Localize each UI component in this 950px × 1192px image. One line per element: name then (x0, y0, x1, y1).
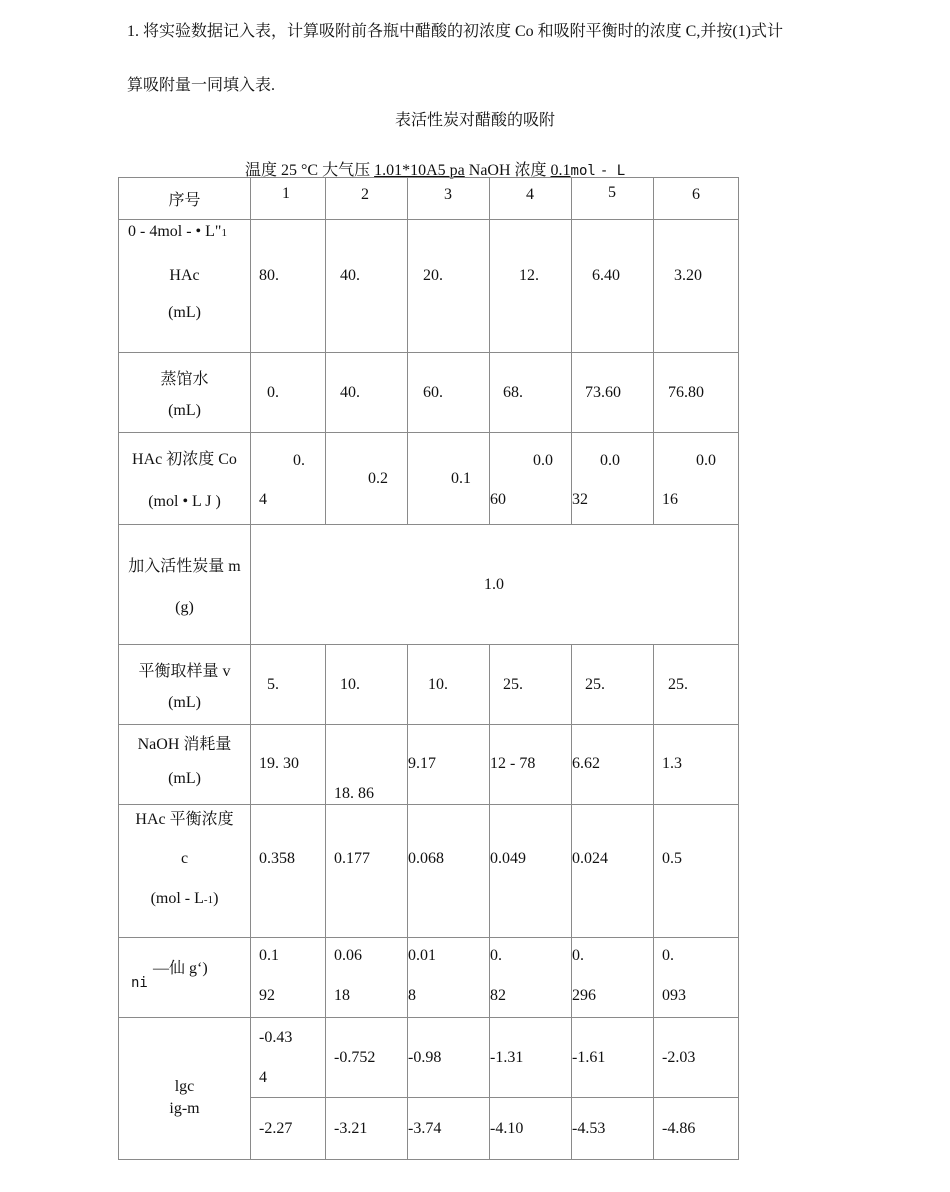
table-cell (408, 725, 490, 805)
table-cell (490, 1018, 572, 1098)
cell-value: 0. (572, 947, 584, 964)
cell-value: 0.06 (334, 947, 362, 964)
cell-value: 0. (490, 947, 502, 964)
cell-value: 0.0 (600, 452, 620, 469)
c0-label-1: HAc 初浓度 Co (132, 451, 237, 468)
naoh-unit-2: - L (599, 163, 626, 179)
temperature-label: 温度 (245, 162, 278, 179)
hac-volume-label-1: 0 - 4mol - • L"1 (128, 223, 227, 240)
table-cell (326, 353, 408, 433)
row-label-cell (119, 220, 251, 353)
header-cell (119, 178, 251, 220)
table-cell (326, 1018, 408, 1098)
cell-value: -1.61 (572, 1049, 606, 1066)
cell-value: 19. 30 (259, 755, 299, 772)
naoh-label-1: NaOH 消耗量 (137, 736, 232, 753)
cell-value: -0.43 (259, 1029, 293, 1046)
cell-value: 6.62 (572, 755, 600, 772)
hac-volume-label-2: HAc (169, 267, 200, 284)
table-cell (572, 1018, 654, 1098)
cell-value: 0. (662, 947, 674, 964)
cell-value: 20. (423, 267, 443, 284)
water-row (119, 353, 739, 433)
cell-value: 0. (293, 452, 305, 469)
table-cell (572, 220, 654, 353)
table-cell (251, 1098, 326, 1160)
row-label-cell (119, 938, 251, 1018)
table-cell (326, 725, 408, 805)
cell-value: 1.3 (662, 755, 682, 772)
row-label-cell (119, 645, 251, 725)
cell-value-cont: 32 (572, 491, 588, 508)
cell-value-cont: 18 (334, 987, 350, 1004)
sample-row (119, 645, 739, 725)
cell-value: -2.27 (259, 1120, 293, 1137)
header-cell (654, 178, 739, 220)
temperature-value: 25 °C (281, 162, 319, 179)
cell-value: -4.86 (662, 1120, 696, 1137)
row-label-cell (119, 525, 251, 645)
naoh-unit: mol (570, 163, 596, 179)
table-cell (408, 938, 490, 1018)
sample-label-2: (mL) (168, 694, 201, 711)
initial-concentration-row (119, 433, 739, 525)
table-cell (572, 645, 654, 725)
table-cell (490, 1098, 572, 1160)
row-label-cell (119, 433, 251, 525)
table-cell (654, 220, 739, 353)
table-cell (654, 938, 739, 1018)
table-cell (251, 725, 326, 805)
row-label-cell (119, 1018, 251, 1160)
column-number: 1 (282, 185, 290, 202)
table-cell (251, 433, 326, 525)
table-cell (572, 938, 654, 1018)
cell-value: 18. 86 (334, 785, 374, 802)
header-cell (326, 178, 408, 220)
cell-value: 0.01 (408, 947, 436, 964)
carbon-label-1: 加入活性炭量 m (128, 558, 241, 575)
cell-value: 0.0 (696, 452, 716, 469)
cell-value: 0.049 (490, 850, 526, 867)
ads-label-1: —仙 g‘) (153, 960, 208, 977)
table-cell (326, 938, 408, 1018)
merged-cell (251, 525, 739, 645)
cell-value: 6.40 (592, 267, 620, 284)
ceq-label-3: (mol - L-1) (150, 890, 219, 907)
table-cell (654, 433, 739, 525)
equilibrium-concentration-row (119, 805, 739, 938)
table-cell (490, 220, 572, 353)
intro-line-1: 1. 将实验数据记入表，计算吸附前各瓶中醋酸的初浓度 Co 和吸附平衡时的浓度 C,并按(1)式计 (127, 23, 784, 40)
table-cell (572, 353, 654, 433)
cell-value: 10. (340, 676, 360, 693)
cell-value: -4.53 (572, 1120, 606, 1137)
intro-text (127, 20, 827, 98)
cell-value: 0.1 (259, 947, 279, 964)
table-cell (654, 725, 739, 805)
cell-value: 40. (340, 267, 360, 284)
cell-value: 0.0 (533, 452, 553, 469)
lgc-label: lgc (174, 1078, 195, 1095)
column-number: 6 (692, 186, 700, 203)
carbon-row (119, 525, 739, 645)
carbon-label-2: (g) (175, 599, 194, 616)
cell-value: -0.98 (408, 1049, 442, 1066)
naoh-label: NaOH 浓度 (468, 162, 547, 179)
table-cell (490, 938, 572, 1018)
cell-value: 0.068 (408, 850, 444, 867)
row-label-cell (119, 353, 251, 433)
table-cell (654, 1018, 739, 1098)
column-number: 4 (526, 186, 534, 203)
cell-value: 5. (267, 676, 279, 693)
cell-value: -0.752 (334, 1049, 376, 1066)
cell-value: 12. (519, 267, 539, 284)
cell-value: 9.17 (408, 755, 436, 772)
cell-value: 40. (340, 384, 360, 401)
table-cell (326, 433, 408, 525)
header-row (119, 178, 739, 220)
cell-value: 73.60 (585, 384, 621, 401)
table-cell (326, 645, 408, 725)
water-label-2: (mL) (168, 402, 201, 419)
table-cell (654, 1098, 739, 1160)
table-cell (490, 645, 572, 725)
cell-value: 25. (503, 676, 523, 693)
naoh-value: 0.1 (550, 162, 571, 179)
cell-value-cont: 296 (572, 987, 596, 1004)
table-cell (490, 433, 572, 525)
cell-value: 0.2 (368, 470, 388, 487)
table-cell (654, 353, 739, 433)
table-cell (408, 433, 490, 525)
pressure-value: 1.01*10A5 pa (374, 162, 465, 179)
table-cell (654, 805, 739, 938)
adsorption-table (118, 177, 739, 1160)
header-cell (251, 178, 326, 220)
table-cell (251, 220, 326, 353)
water-label-1: 蒸馆水 (160, 371, 209, 388)
carbon-value: 1.0 (484, 576, 504, 593)
cell-value: 76.80 (668, 384, 704, 401)
table-cell (408, 220, 490, 353)
lgc-row (119, 1018, 739, 1098)
header-cell (408, 178, 490, 220)
table-title: 表活性炭对醋酸的吸附 (394, 112, 555, 129)
cell-value-cont: 8 (408, 987, 416, 1004)
cell-value: 0.5 (662, 850, 682, 867)
hac-volume-row (119, 220, 739, 353)
table-cell (251, 938, 326, 1018)
table-cell (572, 805, 654, 938)
table-cell (408, 645, 490, 725)
cell-value: 60. (423, 384, 443, 401)
cell-value: 3.20 (674, 267, 702, 284)
cell-value-cont: 093 (662, 987, 686, 1004)
cell-value-cont: 16 (662, 491, 678, 508)
cell-value: -2.03 (662, 1049, 696, 1066)
intro-line-2: 算吸附量一同填入表. (127, 77, 276, 94)
ceq-label-1: HAc 平衡浓度 (135, 811, 234, 828)
row-label-cell (119, 725, 251, 805)
table-cell (251, 805, 326, 938)
cell-value-cont: 82 (490, 987, 506, 1004)
header-cell (572, 178, 654, 220)
table-cell (490, 353, 572, 433)
table-cell (251, 1018, 326, 1098)
header-cell (490, 178, 572, 220)
cell-value: 12 - 78 (490, 755, 536, 772)
hac-volume-label-3: (mL) (168, 304, 201, 321)
ceq-label-2: c (180, 850, 189, 867)
ads-label-2: ni (131, 975, 148, 991)
table-cell (408, 353, 490, 433)
column-number: 2 (361, 186, 369, 203)
cell-value: 25. (668, 676, 688, 693)
sample-label-1: 平衡取样量 v (138, 663, 231, 680)
table-cell (572, 1098, 654, 1160)
cell-value: -3.21 (334, 1120, 368, 1137)
cell-value: -3.74 (408, 1120, 442, 1137)
header-label: 序号 (168, 192, 201, 209)
cell-value: 10. (428, 676, 448, 693)
table-cell (326, 805, 408, 938)
cell-value: 0.024 (572, 850, 608, 867)
row-label-cell (119, 805, 251, 938)
cell-value: 0. (267, 384, 279, 401)
cell-value: 25. (585, 676, 605, 693)
pressure-label: 大气压 (322, 162, 371, 179)
naoh-label-2: (mL) (168, 770, 201, 787)
table-cell (251, 353, 326, 433)
cell-value: -1.31 (490, 1049, 524, 1066)
lgm-label: ig-m (169, 1100, 200, 1117)
cell-value-cont: 4 (259, 1069, 267, 1086)
table-cell (572, 433, 654, 525)
cell-value: 0.1 (451, 470, 471, 487)
cell-value-cont: 92 (259, 987, 275, 1004)
table-cell (326, 1098, 408, 1160)
cell-value: 0.358 (259, 850, 295, 867)
table-cell (490, 725, 572, 805)
table-cell (654, 645, 739, 725)
table-cell (572, 725, 654, 805)
cell-value-cont: 60 (490, 491, 506, 508)
c0-label-2: (mol • L J ) (148, 493, 221, 510)
table-cell (408, 1098, 490, 1160)
table-cell (251, 645, 326, 725)
cell-value: 68. (503, 384, 523, 401)
table-cell (408, 1018, 490, 1098)
column-number: 5 (608, 184, 616, 201)
column-number: 3 (444, 186, 452, 203)
naoh-row (119, 725, 739, 805)
cell-value-cont: 4 (259, 491, 267, 508)
cell-value: 80. (259, 267, 279, 284)
table-cell (490, 805, 572, 938)
cell-value: -4.10 (490, 1120, 524, 1137)
cell-value: 0.177 (334, 850, 370, 867)
adsorption-row (119, 938, 739, 1018)
table-cell (408, 805, 490, 938)
table-cell (326, 220, 408, 353)
